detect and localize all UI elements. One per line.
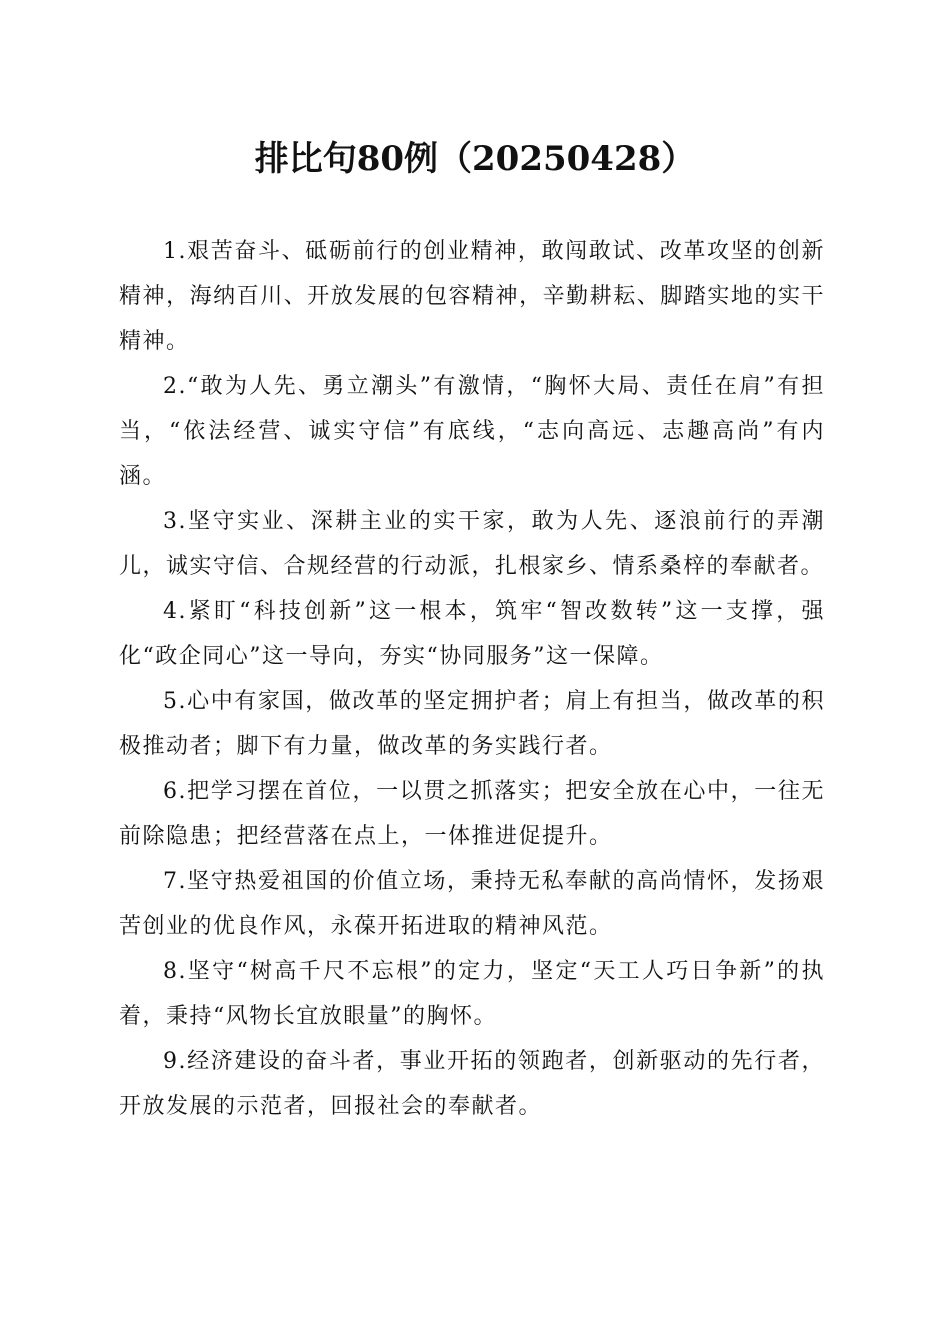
document-body — [119, 229, 825, 1129]
paragraph-3: 3.坚守实业、深耕主业的实干家，敢为人先、逐浪前行的弄潮儿，诚实守信、合规经营的行动派，扎根家乡、情系桑梓的奉献者。 — [119, 509, 825, 579]
paragraph-8: 8.坚守“树高千尺不忘根”的定力，坚定“天工人巧日争新”的执着，秉持“风物长宜放眼量”的胸怀。 — [119, 959, 825, 1029]
paragraph-9: 9.经济建设的奋斗者，事业开拓的领跑者，创新驱动的先行者，开放发展的示范者，回报社会的奉献者。 — [119, 1049, 825, 1119]
paragraph-5: 5.心中有家国，做改革的坚定拥护者；肩上有担当，做改革的积极推动者；脚下有力量，做改革的务实践行者。 — [119, 689, 825, 759]
document-title: 排比句80例（20250428） — [254, 139, 696, 179]
paragraph-7: 7.坚守热爱祖国的价值立场，秉持无私奉献的高尚情怀，发扬艰苦创业的优良作风，永葆开拓进取的精神风范。 — [119, 869, 825, 939]
paragraph-6: 6.把学习摆在首位，一以贯之抓落实；把安全放在心中，一往无前除隐患；把经营落在点上，一体推进促提升。 — [119, 779, 825, 849]
paragraph-1: 1.艰苦奋斗、砥砺前行的创业精神，敢闯敢试、改革攻坚的创新精神，海纳百川、开放发展的包容精神，辛勤耕耘、脚踏实地的实干精神。 — [119, 239, 825, 354]
paragraph-4: 4.紧盯“科技创新”这一根本，筑牢“智改数转”这一支撑，强化“政企同心”这一导向，夯实“协同服务”这一保障。 — [119, 599, 825, 669]
paragraph-2: 2.“敢为人先、勇立潮头”有激情，“胸怀大局、责任在肩”有担当，“依法经营、诚实守信”有底线，“志向高远、志趣高尚”有内涵。 — [119, 374, 825, 489]
